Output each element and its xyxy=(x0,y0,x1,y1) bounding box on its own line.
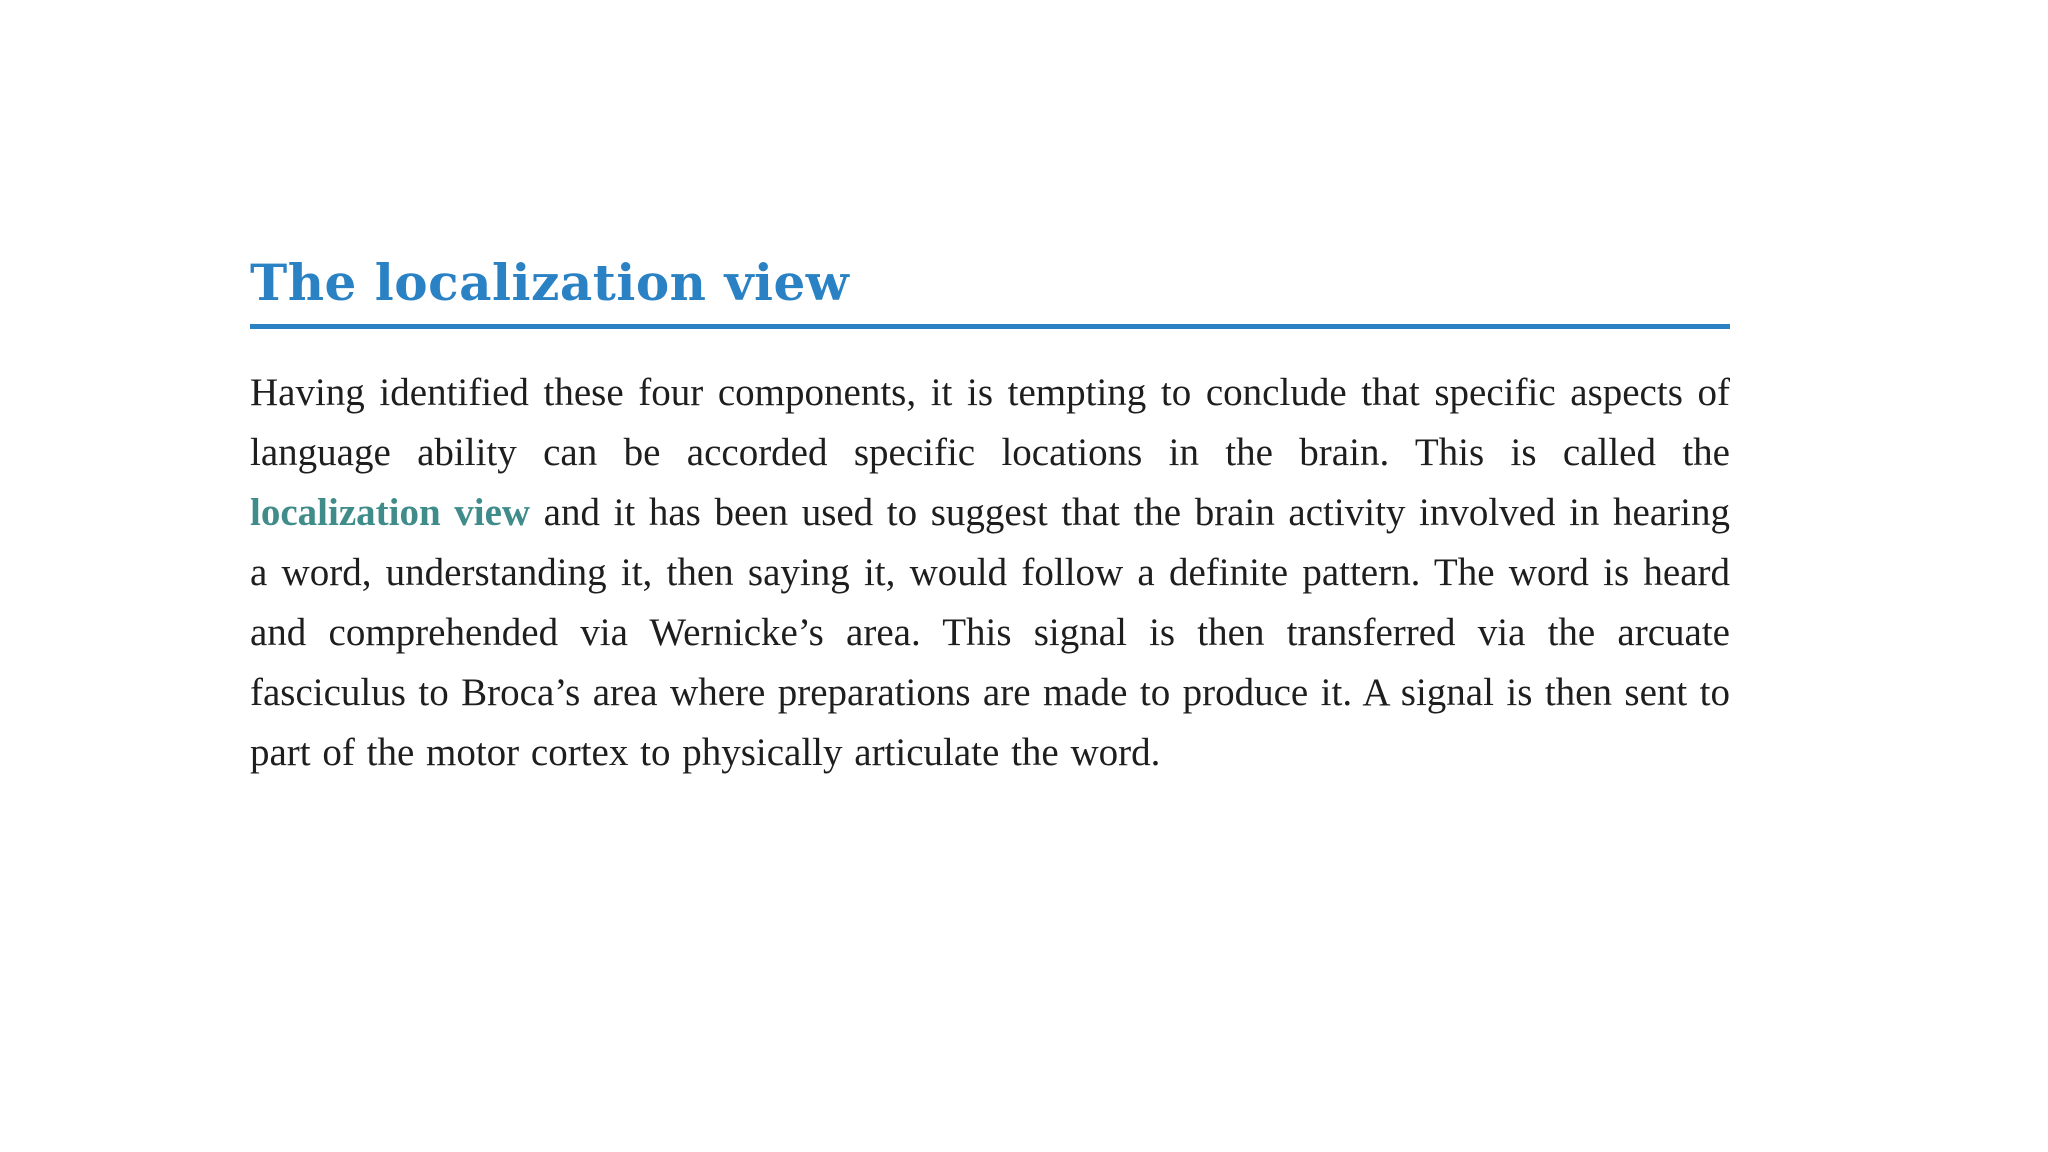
section-heading: The localization view xyxy=(250,255,1730,329)
key-term-localization-view: localization view xyxy=(250,491,531,534)
paragraph-text-after-term: and it has been used to suggest that the brain activity involved in hearing a word, understanding it, then saying it, would follow a definite pattern. The word is heard and comprehended via Wernicke’s area. This signal is then transferred via the arcuate fasciculus to Broca’s area where preparations are made to produce it. A signal is then sent to part of the motor cortex to physically articulate the word. xyxy=(250,491,1730,774)
section-localization-view xyxy=(250,255,1730,783)
body-paragraph xyxy=(250,363,1730,783)
paragraph-text-before-term: Having identified these four components, it is tempting to conclude that specific aspects of language ability can be accorded specific locations in the brain. This is called the xyxy=(250,371,1730,474)
